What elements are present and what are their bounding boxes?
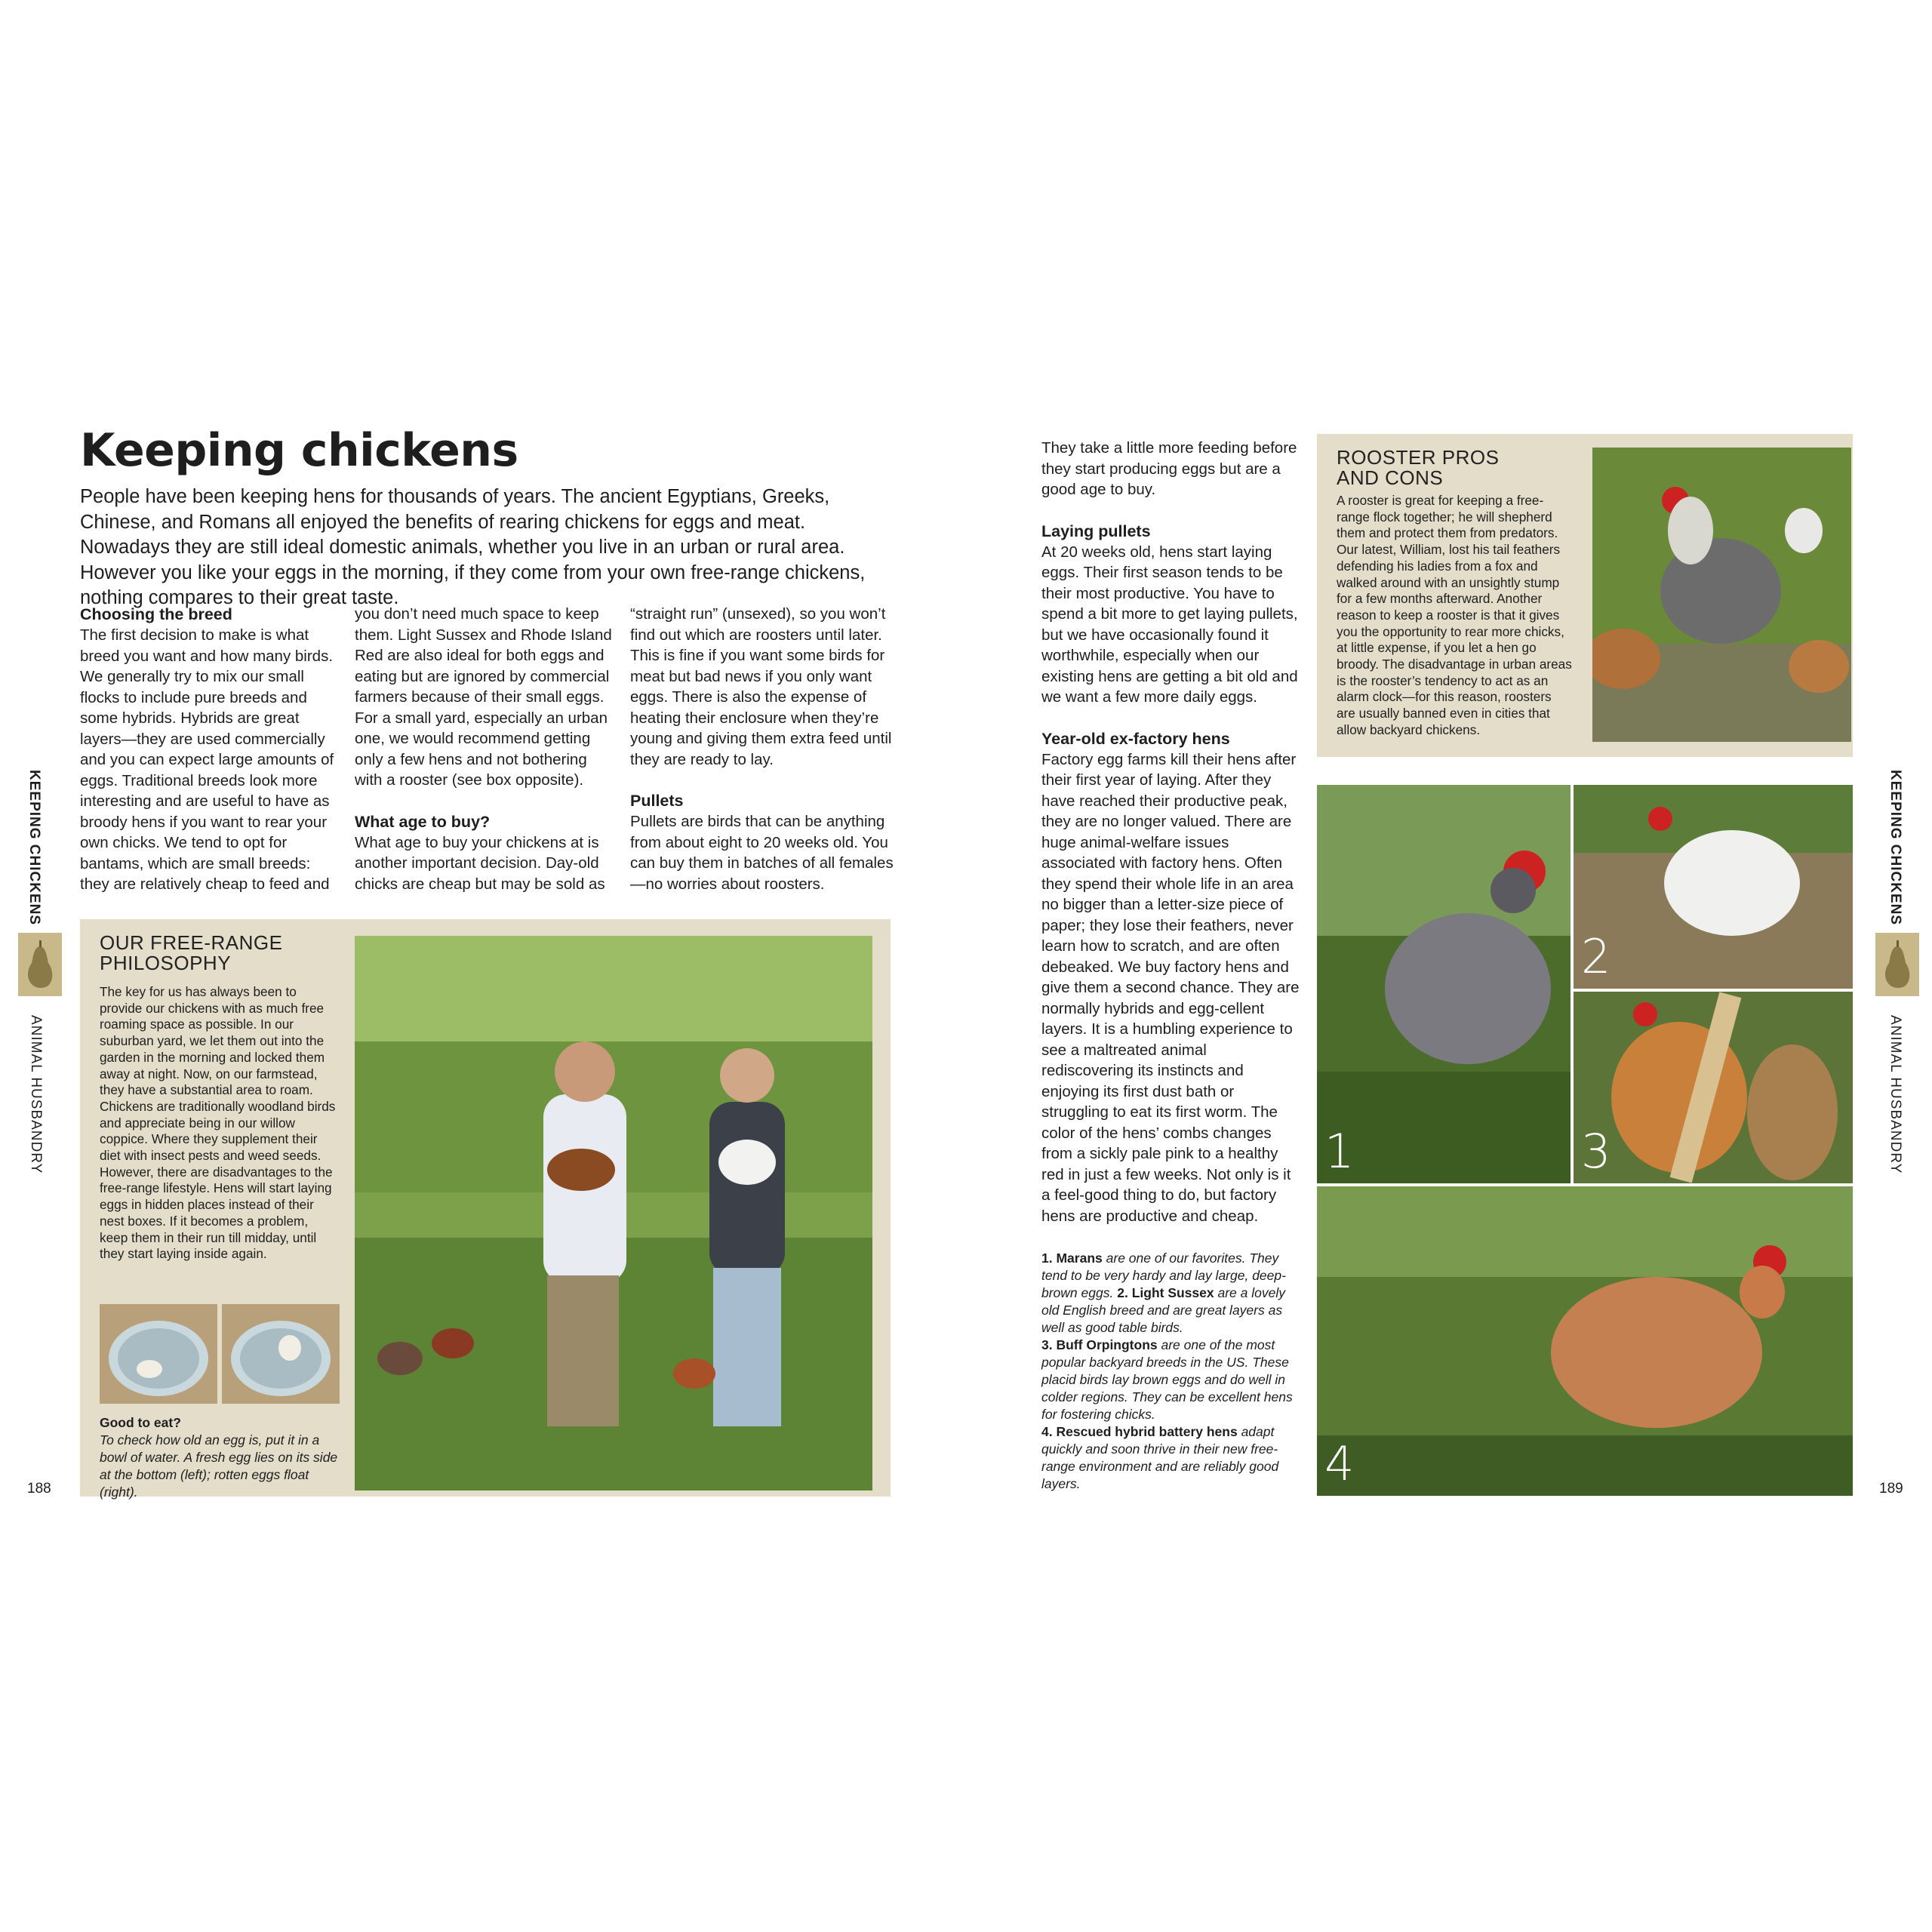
box-text: The key for us has always been to provide our chickens with as much free roaming space as possible. In our suburban yard, we let them out into the garden in the morning and locked them away at night. Now, on our farmstead, they have a substantial area to roam. Chickens are traditionally woodland birds and appreciate being in our willow coppice. Where they supplement their diet with insect pests and weed seeds. However, there are disadvantages to the free-range lifestyle. Hens will start laying eggs in hidden places instead of their nest boxes. If it becomes a problem, keep them in their run till midday, until they start laying inside again. <box>100 984 336 1262</box>
caption-text: To check how old an egg is, put it in a bowl of water. A fresh egg lies on its side at the bottom (left); rotten eggs float (right). <box>100 1432 338 1500</box>
light-sussex-photo <box>1574 785 1853 989</box>
egg-fresh-photo <box>100 1304 217 1404</box>
photo-number-1: 1 <box>1324 1124 1355 1179</box>
pear-icon <box>1875 933 1919 996</box>
caption-4: 4. Rescued hybrid battery hens adapt quickly and soon thrive in their new free-range environment and are reliably good layers. <box>1041 1424 1279 1491</box>
photo-number-3: 3 <box>1581 1124 1611 1179</box>
intro-paragraph: People have been keeping hens for thousands of years. The ancient Egyptians, Greeks, Chinese, and Romans all enjoyed the benefits of rearing chickens for eggs and meat. Nowadays they are still ideal domestic animals, whether you live in an urban or rural area. However you like your eggs in the morning, if they come from your own free-range chickens, nothing compares to their great taste. <box>80 486 866 608</box>
rooster-box <box>1317 434 1853 757</box>
paragraph: At 20 weeks old, hens start laying eggs. Their first season tends to be their most productive. You have to spend a bit more to get laying pullets, but we have occasionally found it worthwhile, especially when our existing hens are getting a bit old and we want a few more daily eggs. <box>1041 543 1298 706</box>
caption-3: 3. Buff Orpingtons are one of the most popular backyard breeds in the US. These placid birds lay brown eggs and do well in colder regions. They can be excellent hens for fostering chicks. <box>1041 1337 1293 1422</box>
heading-ex-factory-hens: Year-old ex-factory hens <box>1041 729 1230 748</box>
paragraph: you don’t need much space to keep them. Light Sussex and Rhode Island Red are also ideal for both eggs and eating but are ignored by commercial farmers because of their small eggs. For a small yard, especially an urban one, we would recommend getting only a few hens and not bothering with a rooster (see box opposite). <box>355 605 612 789</box>
text-column-3 <box>630 604 894 894</box>
paragraph: What age to buy your chickens at is another important decision. Day-old chicks are cheap but may be sold as <box>355 833 605 893</box>
photo-number-4: 4 <box>1324 1436 1355 1491</box>
marans-photo <box>1317 785 1571 1183</box>
rooster-photo <box>1592 448 1851 742</box>
box-title: ROOSTER PROS AND CONS <box>1337 446 1500 489</box>
page-title: Keeping chickens <box>80 424 518 477</box>
free-range-box <box>80 919 891 1500</box>
page-number-left: 188 <box>27 1481 51 1497</box>
paragraph: The first decision to make is what breed you want and how many birds. We generally try to mix our small flocks to include pure breeds and some hybrids. Hybrids are great layers—they are used commercially and you can expect large amounts of eggs. Traditional breeds look more interesting and are useful to have as broody hens if you want to rear your own chicks. We tend to opt for bantams, which are small breeds: they are relatively cheap to feed and <box>80 626 334 893</box>
heading-laying-pullets: Laying pullets <box>1041 521 1151 540</box>
heading-choosing-breed: Choosing the breed <box>80 605 232 623</box>
paragraph: They take a little more feeding before they start producing eggs but are a good age to buy. <box>1041 439 1297 498</box>
pear-icon <box>18 933 62 996</box>
photo-captions <box>1041 1250 1298 1493</box>
box-title: OUR FREE-RANGE PHILOSOPHY <box>100 931 283 974</box>
buff-orpington-photo <box>1574 992 1853 1183</box>
rescued-hen-photo <box>1317 1186 1853 1496</box>
heading-pullets: Pullets <box>630 792 684 810</box>
right-text-column <box>1041 438 1302 1226</box>
text-column-1 <box>80 604 337 895</box>
egg-rotten-photo <box>222 1304 340 1404</box>
paragraph: Pullets are birds that can be anything from about eight to 20 weeks old. You can buy them in batches of all females—no worries about roosters. <box>630 813 894 893</box>
text-column-2 <box>355 604 615 894</box>
caption-2: 2. Light Sussex are a lovely old English breed and are great layers as well as good table birds. <box>1041 1285 1285 1335</box>
page-number-right: 189 <box>1879 1481 1903 1497</box>
box-text: A rooster is great for keeping a free-range flock together; he will shepherd them and protect them from predators. Our latest, William, lost his tail feathers defending his ladies from a fox and walked around with an unsightly stump for a few months afterward. Another reason to keep a rooster is that it gives you the opportunity to rear more chicks, at little expense, if you let a hen go broody. The disadvantage in urban areas is the rooster’s tendency to act as an alarm clock—for this reason, roosters are usually banned even in cities that allow backyard chickens. <box>1337 493 1572 737</box>
side-label-section: KEEPING CHICKENS <box>26 770 42 926</box>
side-label-chapter: ANIMAL HUSBANDRY <box>1887 1015 1903 1174</box>
side-label-chapter: ANIMAL HUSBANDRY <box>28 1015 44 1174</box>
farmers-with-chickens-photo <box>355 936 872 1491</box>
caption-1: 1. Marans are one of our favorites. They tend to be very hardy and lay large, deep-brown eggs. <box>1041 1251 1286 1300</box>
paragraph: Factory egg farms kill their hens after their first year of laying. After they have reached their productive peak, they are no longer valued. There are huge animal-welfare issues associated with factory hens. Often they spend their whole life in an area no bigger than a letter-size piece of paper; they lose their feathers, never learn how to scratch, and are often debeaked. We buy factory hens and give them a second chance. They are normally hybrids and egg-cellent layers. It is a humbling experience to see a maltreated animal rediscovering its instincts and enjoying its first dust bath or struggling to eat its first worm. The color of the hens’ combs changes from a sickly pale pink to a healthy red in just a few weeks. Not only is it a feel-good thing to do, but factory hens are productive and cheap. <box>1041 750 1300 1225</box>
caption-title: Good to eat? <box>100 1415 181 1430</box>
side-label-section: KEEPING CHICKENS <box>1887 770 1903 926</box>
heading-what-age: What age to buy? <box>355 812 491 831</box>
egg-caption <box>100 1414 343 1501</box>
photo-number-2: 2 <box>1581 929 1611 984</box>
paragraph: “straight run” (unsexed), so you won’t find out which are roosters until later. This is fine if you want some birds for meat but bad news if you only want eggs. There is also the expense of heating their enclosure when they’re young and giving them extra feed until they are ready to lay. <box>630 605 892 768</box>
